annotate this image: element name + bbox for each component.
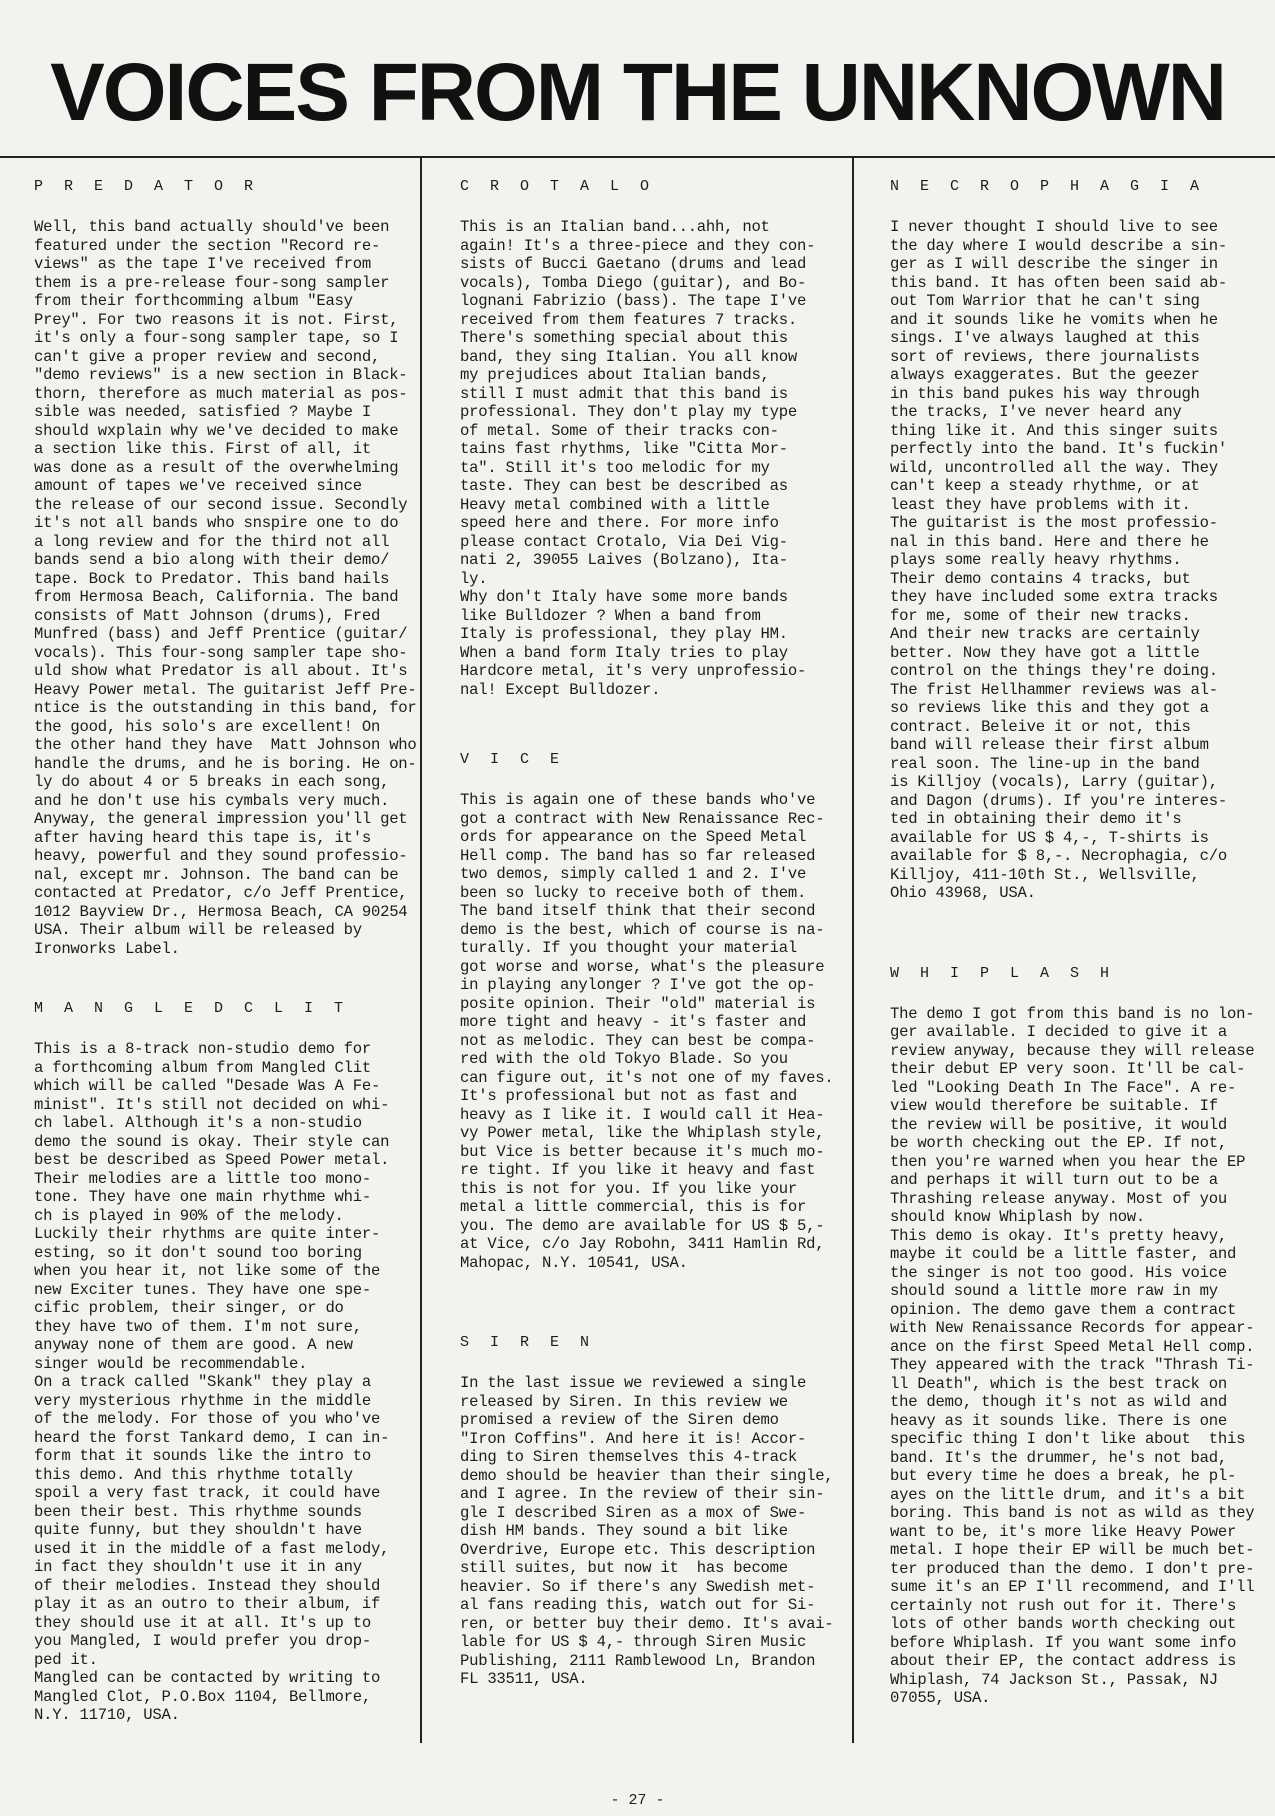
text-line: but every time he does a break, he pl- xyxy=(890,1467,1237,1485)
text-line: sort of reviews, there journalists xyxy=(890,347,1200,366)
text-line: better. Now they have got a little xyxy=(890,643,1200,662)
review-text xyxy=(34,218,416,958)
text-line: singer would be recommendable. xyxy=(34,1354,308,1373)
text-line: speed here and there. For more info xyxy=(460,514,779,532)
text-line: the singer is not too good. His voice xyxy=(890,1263,1227,1282)
page-number: - 27 - xyxy=(610,1792,665,1809)
text-line: like Bulldozer ? When a band from xyxy=(460,606,761,625)
review-gap xyxy=(34,958,416,1000)
text-line: been their best. This rhythme sounds xyxy=(34,1502,362,1521)
text-line: Whiplash, 74 Jackson St., Passak, NJ xyxy=(890,1670,1218,1689)
text-line: Killjoy, 411-10th St., Wellsville, xyxy=(890,865,1200,884)
text-line: them is a pre-release four-song sampler xyxy=(34,273,390,292)
text-line: can figure out, it's not one of my faves. xyxy=(460,1068,834,1087)
review-text xyxy=(890,1005,1270,1708)
text-line: and it sounds like he vomits when he xyxy=(890,310,1218,329)
text-line: USA. Their album will be released by xyxy=(34,921,362,939)
text-line: of their melodies. Instead they should xyxy=(34,1576,381,1595)
text-line: two demos, simply called 1 and 2. I've xyxy=(460,865,807,883)
text-line: new Exciter tunes. They have one spe- xyxy=(34,1280,371,1299)
text-line: plays some really heavy rhythms. xyxy=(890,551,1182,569)
text-line: specific thing I don't like about this xyxy=(890,1430,1246,1448)
band-name-heading: N E C R O P H A G I A xyxy=(890,178,1206,195)
text-line: should know Whiplash by now. xyxy=(890,1208,1146,1226)
text-line: at Vice, c/o Jay Robohn, 3411 Hamlin Rd, xyxy=(460,1235,825,1253)
text-line: tone. They have one main rhythme whi- xyxy=(34,1188,371,1206)
text-line: this is not for you. If you like your xyxy=(460,1179,797,1198)
text-line: Mangled Clot, P.O.Box 1104, Bellmore, xyxy=(34,1687,371,1706)
band-name-heading: P R E D A T O R xyxy=(34,178,260,195)
text-line: Prey". For two reasons it is not. First, xyxy=(34,310,399,329)
text-line: ger available. I decided to give it a xyxy=(890,1023,1227,1041)
text-line: band. It's the drummer, he's not bad, xyxy=(890,1448,1227,1467)
text-line: quite funny, but they shouldn't have xyxy=(34,1521,362,1539)
text-line: ger as I will describe the singer in xyxy=(890,255,1218,273)
text-line: anyway none of them are good. A new xyxy=(34,1336,353,1354)
text-line: not as melodic. They can best be compa- xyxy=(460,1031,816,1050)
text-line: nal! Except Bulldozer. xyxy=(460,680,661,699)
text-line: Mangled can be contacted by writing to xyxy=(34,1669,381,1687)
text-line: lognani Fabrizio (bass). The tape I've xyxy=(460,292,807,310)
text-line: control on the things they're doing. xyxy=(890,662,1218,680)
text-line: the tracks, I've never heard any xyxy=(890,403,1182,421)
text-line: This is an Italian band...ahh, not xyxy=(460,218,770,236)
text-line: Munfred (bass) and Jeff Prentice (guitar/ xyxy=(34,625,408,643)
title-rule xyxy=(0,156,1275,158)
text-line: featured under the section "Record re- xyxy=(34,236,381,255)
text-line: sings. I've always laughed at this xyxy=(890,329,1200,347)
text-line: al fans reading this, watch out for Si- xyxy=(460,1596,816,1614)
column-left xyxy=(34,178,416,1725)
text-line: they have included some extra tracks xyxy=(890,588,1218,606)
text-line: the day where I would describe a sin- xyxy=(890,236,1227,255)
text-line: you. The demo are available for US $ 5,- xyxy=(460,1216,825,1235)
band-name-heading: V I C E xyxy=(460,751,566,768)
text-line: ch is played in 90% of the melody. xyxy=(34,1206,344,1225)
review-text xyxy=(34,1040,416,1725)
text-line: vocals), Tomba Diego (guitar), and Bo- xyxy=(460,273,807,292)
text-line: before Whiplash. If you want some info xyxy=(890,1633,1237,1652)
text-line: released by Siren. In this review we xyxy=(460,1392,788,1411)
text-line: ter produced than the demo. I don't pre- xyxy=(890,1559,1255,1578)
text-line: esting, so it don't sound too boring xyxy=(34,1243,362,1262)
text-line: vocals). This four-song sampler tape sho- xyxy=(34,643,408,662)
text-line: heavy as I like it. I would call it Hea- xyxy=(460,1105,825,1124)
text-line: view would therefore be suitable. If xyxy=(890,1097,1218,1115)
text-line: they have two of them. I'm not sure, xyxy=(34,1317,362,1336)
text-line: still suites, but now it has become xyxy=(460,1559,788,1577)
text-line: There's something special about this xyxy=(460,329,788,347)
text-line: and he don't use his cymbals very much. xyxy=(34,791,390,810)
review-gap xyxy=(890,903,1270,965)
text-line: certainly not rush out for it. There's xyxy=(890,1596,1237,1615)
text-line: about their EP, the contact address is xyxy=(890,1652,1237,1670)
text-line: form that it sounds like the intro to xyxy=(34,1447,371,1465)
text-line: Overdrive, Europe etc. This description xyxy=(460,1540,816,1559)
text-line: Their melodies are a little too mono- xyxy=(34,1169,371,1188)
text-line: "demo reviews" is a new section in Black- xyxy=(34,366,408,384)
text-line: turally. If you thought your material xyxy=(460,939,797,957)
band-review xyxy=(460,178,848,699)
text-line: ll Death", which is the best track on xyxy=(890,1374,1227,1393)
text-line: and Dagon (drums). If you're interes- xyxy=(890,791,1227,810)
text-line: so reviews like this and they got a xyxy=(890,699,1209,717)
column-rule-2 xyxy=(852,158,854,1743)
page-title: VOICES FROM THE UNKNOWN xyxy=(50,47,1225,138)
text-line: demo is the best, which of course is na- xyxy=(460,920,825,939)
text-line: metal. I hope their EP will be much bet- xyxy=(890,1541,1255,1559)
text-line: should wxplain why we've decided to make xyxy=(34,421,399,440)
text-line: They appeared with the track "Thrash Ti- xyxy=(890,1356,1255,1374)
review-text xyxy=(890,218,1270,903)
column-middle xyxy=(460,178,848,1689)
text-line: metal a little commercial, this is for xyxy=(460,1198,807,1216)
text-line: perfectly into the band. It's fuckin' xyxy=(890,440,1227,458)
text-line: in playing anylonger ? I've got the op- xyxy=(460,976,816,994)
text-line: which will be called "Desade Was A Fe- xyxy=(34,1077,381,1095)
text-line: from their forthcomming album "Easy xyxy=(34,292,353,310)
band-review xyxy=(890,965,1270,1708)
text-line: ly. xyxy=(460,569,488,588)
text-line: the other hand they have Matt Johnson who xyxy=(34,736,417,754)
text-line: tains fast rhythms, like "Citta Mor- xyxy=(460,440,788,458)
text-line: spoil a very fast track, it could have xyxy=(34,1484,381,1502)
text-line: can't keep a steady rhythme, or at xyxy=(890,477,1200,495)
text-line: please contact Crotalo, Via Dei Vig- xyxy=(460,532,788,551)
text-line: When a band form Italy tries to play xyxy=(460,643,788,662)
text-line: opinion. The demo gave them a contract xyxy=(890,1300,1237,1319)
text-line: In the last issue we reviewed a single xyxy=(460,1374,807,1392)
column-rule-1 xyxy=(420,158,422,1743)
text-line: posite opinion. Their "old" material is xyxy=(460,994,816,1013)
text-line: you Mangled, I would prefer you drop- xyxy=(34,1632,371,1650)
text-line: sume it's an EP I'll recommend, and I'll xyxy=(890,1578,1255,1596)
text-line: contract. Beleive it or not, this xyxy=(890,717,1191,736)
text-line: and I agree. In the review of their sin- xyxy=(460,1485,825,1503)
text-line: Why don't Italy have some more bands xyxy=(460,588,788,606)
text-line: demo the sound is okay. Their style can xyxy=(34,1132,390,1151)
text-line: "Iron Coffins". And here it is! Accor- xyxy=(460,1429,807,1448)
text-line: got worse and worse, what's the pleasure xyxy=(460,957,825,976)
band-name-heading: C R O T A L O xyxy=(460,178,656,195)
text-line: This demo is okay. It's pretty heavy, xyxy=(890,1226,1227,1245)
text-line: ped it. xyxy=(34,1650,98,1669)
text-line: nal in this band. Here and there he xyxy=(890,532,1209,551)
band-name-heading: W H I P L A S H xyxy=(890,964,1116,982)
text-line: heard the forst Tankard demo, I can in- xyxy=(34,1428,390,1447)
text-line: Anyway, the general impression you'll get xyxy=(34,810,408,828)
text-line: It's professional but not as fast and xyxy=(460,1087,797,1105)
text-line: ta". Still it's too melodic for my xyxy=(460,458,770,477)
text-line: 1012 Bayview Dr., Hermosa Beach, CA 90254 xyxy=(34,902,408,921)
text-line: it's only a four-song sampler tape, so I xyxy=(34,329,399,347)
text-line: maybe it could be a little faster, and xyxy=(890,1245,1237,1263)
text-line: uld show what Predator is all about. It's xyxy=(34,662,408,680)
text-line: The band itself think that their second xyxy=(460,902,816,920)
text-line: a section like this. First of all, it xyxy=(34,440,371,458)
text-line: The guitarist is the most professio- xyxy=(890,514,1218,532)
text-line: cific problem, their singer, or do xyxy=(34,1299,344,1317)
text-line: nal, except mr. Johnson. The band can be xyxy=(34,865,399,884)
text-line: Hardcore metal, it's very unprofessio- xyxy=(460,662,807,680)
text-line: used it in the middle of a fast melody, xyxy=(34,1539,390,1558)
text-line: this band. It has often been said ab- xyxy=(890,273,1227,292)
text-line: received from them features 7 tracks. xyxy=(460,310,797,329)
review-text xyxy=(460,1374,848,1689)
text-line: out Tom Warrior that he can't sing xyxy=(890,292,1200,310)
text-line: ly do about 4 or 5 breaks in each song, xyxy=(34,773,390,791)
text-line: 07055, USA. xyxy=(890,1689,991,1707)
review-gap xyxy=(460,1272,848,1334)
text-line: Their demo contains 4 tracks, but xyxy=(890,569,1191,588)
text-line: thing like it. And this singer suits xyxy=(890,421,1218,440)
text-line: been so lucky to receive both of them. xyxy=(460,883,807,902)
band-review xyxy=(460,1334,848,1689)
text-line: ren, or better buy their demo. It's avai- xyxy=(460,1614,834,1633)
text-line: a long review and for the third not all xyxy=(34,532,390,551)
text-line: re tight. If you like it heavy and fast xyxy=(460,1161,816,1179)
text-line: heavy, powerful and they sound professio- xyxy=(34,847,408,865)
text-line: taste. They can best be described as xyxy=(460,477,788,495)
text-line: available for US $ 4,-, T-shirts is xyxy=(890,828,1209,847)
text-line: On a track called "Skank" they play a xyxy=(34,1373,371,1391)
review-text xyxy=(460,218,848,699)
text-line: ayes on the little drum, and it's a bit xyxy=(890,1485,1246,1504)
text-line: ding to Siren themselves this 4-track xyxy=(460,1448,797,1466)
text-line: Mahopac, N.Y. 10541, USA. xyxy=(460,1253,688,1272)
text-line: lable for US $ 4,- through Siren Music xyxy=(460,1633,807,1651)
text-line: led "Looking Death In The Face". A re- xyxy=(890,1078,1237,1097)
text-line: band will release their first album xyxy=(890,736,1209,754)
text-line: was done as a result of the overwhelming xyxy=(34,458,399,477)
band-name-heading: S I R E N xyxy=(460,1334,596,1351)
text-line: Ohio 43968, USA. xyxy=(890,884,1036,902)
text-line: Publishing, 2111 Ramblewood Ln, Brandon xyxy=(460,1651,816,1670)
text-line: amount of tapes we've received since xyxy=(34,477,362,495)
text-line: my prejudices about Italian bands, xyxy=(460,366,770,384)
text-line: their debut EP very soon. It'll be cal- xyxy=(890,1060,1246,1078)
text-line: handle the drums, and he is boring. He on- xyxy=(34,754,417,773)
text-line: Italy is professional, they play HM. xyxy=(460,625,788,643)
text-line: more tight and heavy - it's faster and xyxy=(460,1013,807,1031)
text-line: a forthcoming album from Mangled Clit xyxy=(34,1058,371,1077)
band-review xyxy=(890,178,1270,903)
text-line: Well, this band actually should've been xyxy=(34,218,390,236)
text-line: ted in obtaining their demo it's xyxy=(890,810,1182,828)
text-line: The frist Hellhammer reviews was al- xyxy=(890,680,1218,699)
text-line: want to be, it's more like Heavy Power xyxy=(890,1522,1237,1541)
text-line: the good, his solo's are excellent! On xyxy=(34,717,381,736)
text-line: bands send a bio along with their demo/ xyxy=(34,551,390,569)
text-line: Ironworks Label. xyxy=(34,939,180,958)
text-line: the release of our second issue. Secondly xyxy=(34,495,408,514)
column-right xyxy=(890,178,1270,1708)
text-line: in fact they shouldn't use it in any xyxy=(34,1558,362,1576)
text-line: dish HM bands. They sound a bit like xyxy=(460,1522,788,1540)
text-line: got a contract with New Renaissance Rec- xyxy=(460,809,825,828)
text-line: vy Power metal, like the Whiplash style, xyxy=(460,1124,825,1142)
text-line: This is again one of these bands who've xyxy=(460,791,816,809)
text-line: available for $ 8,-. Necrophagia, c/o xyxy=(890,847,1227,865)
text-line: N.Y. 11710, USA. xyxy=(34,1706,180,1724)
text-line: best be described as Speed Power metal. xyxy=(34,1151,390,1169)
text-line: Heavy Power metal. The guitarist Jeff Pre- xyxy=(34,680,417,699)
text-line: again! It's a three-piece and they con- xyxy=(460,236,816,255)
text-line: after having heard this tape is, it's xyxy=(34,828,371,847)
text-line: ords for appearance on the Speed Metal xyxy=(460,828,807,846)
text-line: thorn, therefore as much material as pos- xyxy=(34,384,408,403)
band-review xyxy=(34,1000,416,1725)
text-line: Luckily their rhythms are quite inter- xyxy=(34,1225,381,1243)
text-line: And their new tracks are certainly xyxy=(890,625,1200,643)
text-line: promised a review of the Siren demo xyxy=(460,1411,779,1429)
text-line: Thrashing release anyway. Most of you xyxy=(890,1189,1227,1208)
text-line: should sound a little more raw in my xyxy=(890,1282,1218,1300)
text-line: review anyway, because they will release xyxy=(890,1041,1255,1060)
text-line: then you're warned when you hear the EP xyxy=(890,1152,1246,1171)
text-line: real soon. The line-up in the band xyxy=(890,754,1200,773)
text-line: professional. They don't play my type xyxy=(460,403,797,421)
review-text xyxy=(460,791,848,1272)
text-line: still I must admit that this band is xyxy=(460,384,788,403)
text-line: ntice is the outstanding in this band, for xyxy=(34,699,417,717)
text-line: red with the old Tokyo Blade. So you xyxy=(460,1050,788,1068)
text-line: from Hermosa Beach, California. The band xyxy=(34,588,399,606)
text-line: boring. This band is not as wild as they xyxy=(890,1504,1255,1522)
text-line: I never thought I should live to see xyxy=(890,218,1218,236)
text-line: heavier. So if there's any Swedish met- xyxy=(460,1577,816,1596)
text-line: play it as an outro to their album, if xyxy=(34,1595,381,1613)
text-line: this demo. And this rhythme totally xyxy=(34,1465,353,1484)
review-gap xyxy=(460,699,848,751)
text-line: band, they sing Italian. You all know xyxy=(460,347,797,366)
text-line: This is a 8-track non-studio demo for xyxy=(34,1040,371,1058)
band-name-heading: M A N G L E D C L I T xyxy=(34,1000,350,1017)
text-line: they should use it at all. It's up to xyxy=(34,1613,371,1632)
text-line: gle I described Siren as a mox of Swe- xyxy=(460,1503,807,1522)
text-line: Hell comp. The band has so far released xyxy=(460,846,816,865)
text-line: Heavy metal combined with a little xyxy=(460,495,770,514)
text-line: minist". It's still not decided on whi- xyxy=(34,1095,390,1114)
text-line: in this band pukes his way through xyxy=(890,384,1200,403)
text-line: it's not all bands who snspire one to do xyxy=(34,514,399,532)
text-line: heavy as it sounds like. There is one xyxy=(890,1411,1227,1430)
text-line: and perhaps it will turn out to be a xyxy=(890,1171,1218,1189)
text-line: The demo I got from this band is no lon- xyxy=(890,1004,1255,1023)
text-line: sists of Bucci Gaetano (drums and lead xyxy=(460,255,807,273)
text-line: FL 33511, USA. xyxy=(460,1670,588,1688)
band-review xyxy=(34,178,416,958)
text-line: can't give a proper review and second, xyxy=(34,347,381,366)
text-line: ch label. Although it's a non-studio xyxy=(34,1114,362,1132)
text-line: demo should be heavier than their single, xyxy=(460,1466,834,1485)
text-line: is Killjoy (vocals), Larry (guitar), xyxy=(890,773,1218,791)
text-line: the review will be positive, it would xyxy=(890,1115,1227,1134)
text-line: very mysterious rhythme in the middle xyxy=(34,1391,371,1410)
text-line: contacted at Predator, c/o Jeff Prentice, xyxy=(34,884,408,902)
text-line: but Vice is better because it's much mo- xyxy=(460,1142,825,1161)
text-line: tape. Bock to Predator. This band hails xyxy=(34,569,390,588)
text-line: wild, uncontrolled all the way. They xyxy=(890,458,1218,477)
text-line: always exaggerates. But the geezer xyxy=(890,366,1200,384)
text-line: sible was needed, satisfied ? Maybe I xyxy=(34,403,371,421)
text-line: when you hear it, not like some of the xyxy=(34,1262,381,1280)
text-line: the demo, though it's not as wild and xyxy=(890,1393,1227,1411)
text-line: of the melody. For those of you who've xyxy=(34,1410,381,1428)
text-line: views" as the tape I've received from xyxy=(34,255,371,273)
text-line: consists of Matt Johnson (drums), Fred xyxy=(34,606,381,625)
band-review xyxy=(460,751,848,1272)
text-line: nati 2, 39055 Laives (Bolzano), Ita- xyxy=(460,551,788,569)
text-line: lots of other bands worth checking out xyxy=(890,1615,1237,1633)
text-line: for me, some of their new tracks. xyxy=(890,606,1191,625)
text-line: with New Renaissance Records for appear- xyxy=(890,1319,1255,1337)
text-line: of metal. Some of their tracks con- xyxy=(460,421,779,440)
text-line: least they have problems with it. xyxy=(890,495,1191,514)
text-line: ance on the first Speed Metal Hell comp. xyxy=(890,1337,1255,1356)
text-line: be worth checking out the EP. If not, xyxy=(890,1134,1227,1152)
